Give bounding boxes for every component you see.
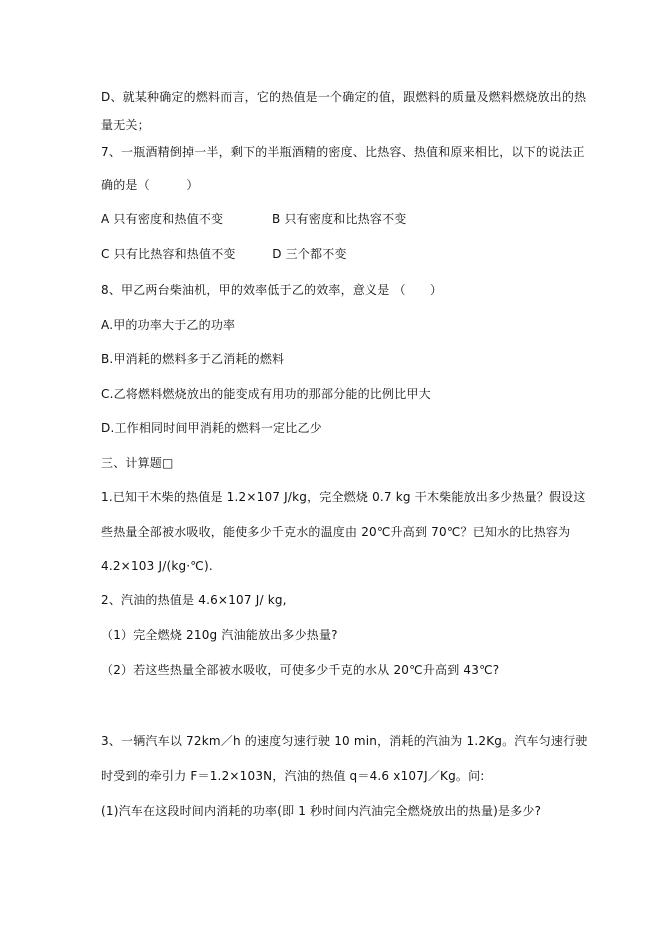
calc-question-2-stem: 2、汽油的热值是 4.6×107 J/ kg, <box>101 593 287 607</box>
question-8-stem: 8、甲乙两台柴油机，甲的效率低于乙的效率，意义是 （ ） <box>101 283 443 297</box>
section-heading-calculation: 三、计算题□ <box>101 456 174 470</box>
question-8-option-c: C.乙将燃料燃烧放出的能变成有用功的那部分能的比例比甲大 <box>101 387 431 401</box>
calc-question-3-part-1: (1)汽车在这段时间内消耗的功率(即 1 秒时间内汽油完全燃烧放出的热量)是多少? <box>101 804 542 818</box>
question-8-option-a: A.甲的功率大于乙的功率 <box>101 318 236 332</box>
calc-question-3-line-1: 3、一辆汽车以 72km／h 的速度匀速行驶 10 min，消耗的汽油为 1.2Kg。汽车匀速行驶 <box>101 734 588 748</box>
calc-question-2-part-1: （1）完全燃烧 210g 汽油能放出多少热量? <box>101 628 338 642</box>
calc-question-2-part-2: （2）若这些热量全部被水吸收，可使多少千克的水从 20℃升高到 43℃? <box>101 663 500 677</box>
calc-question-1-line-1: 1.已知干木柴的热值是 1.2×107 J/kg，完全燃烧 0.7 kg 干木柴能放出多少热量？假设这 <box>101 490 586 504</box>
question-8-option-d: D.工作相同时间甲消耗的燃料一定比乙少 <box>101 421 322 435</box>
question-7-options-cd: C 只有比热容和热值不变 D 三个都不变 <box>101 247 347 261</box>
option-d-text-line-2: 量无关； <box>101 118 150 132</box>
calc-question-1-line-2: 些热量全部被水吸收，能使多少千克水的温度由 20℃升高到 70℃？已知水的比热容为 <box>101 525 571 539</box>
question-7-line-1: 7、一瓶酒精倒掉一半，剩下的半瓶酒精的密度、比热容、热值和原来相比，以下的说法正 <box>101 145 585 159</box>
calc-question-1-line-3: 4.2×103 J/(kg·℃). <box>101 559 213 573</box>
calc-question-3-line-2: 时受到的牵引力 F＝1.2×103N，汽油的热值 q＝4.6 x107J／Kg。问: <box>101 769 485 783</box>
question-8-option-b: B.甲消耗的燃料多于乙消耗的燃料 <box>101 352 285 366</box>
question-7-line-2: 确的是（ ） <box>101 178 199 192</box>
option-d-text-line-1: D、就某种确定的燃料而言，它的热值是一个确定的值，跟燃料的质量及燃料燃烧放出的热 <box>101 90 587 104</box>
question-7-options-ab: A 只有密度和热值不变 B 只有密度和比热容不变 <box>101 212 407 226</box>
